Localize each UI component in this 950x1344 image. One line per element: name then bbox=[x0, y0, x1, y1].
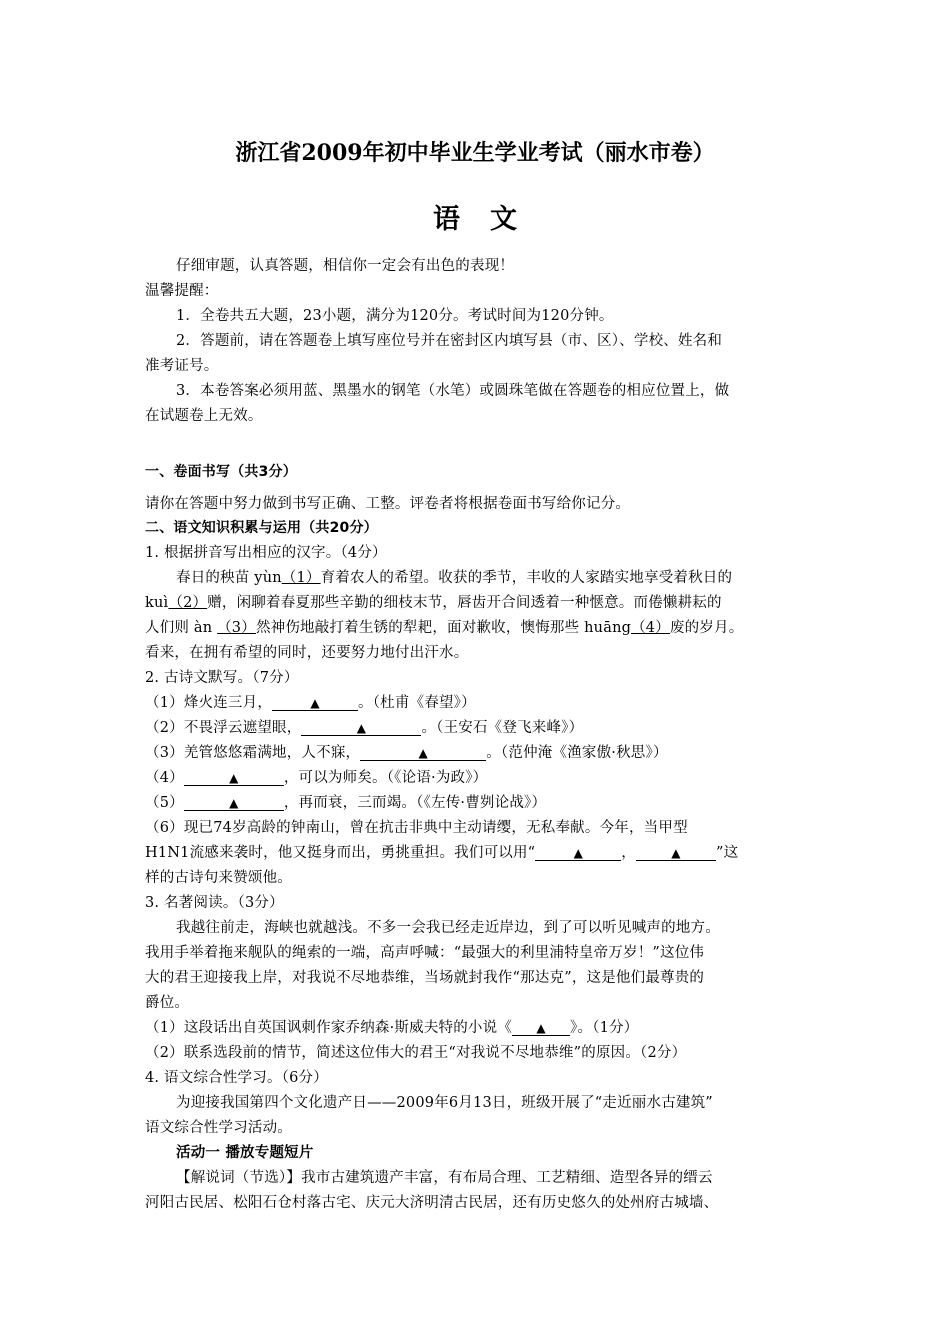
q1-blank-4: （4） bbox=[631, 620, 670, 636]
answer-blank[interactable] bbox=[184, 794, 284, 811]
part1-heading: 一、卷面书写（共3分） bbox=[145, 464, 297, 480]
q4-intro-2: 语文综合性学习活动。 bbox=[145, 1120, 292, 1136]
triangle-icon: ▲ bbox=[310, 696, 320, 710]
answer-blank[interactable] bbox=[184, 769, 284, 786]
part1-text: 请你在答题中努力做到书写正确、工整。评卷者将根据卷面书写给你记分。 bbox=[145, 496, 631, 512]
triangle-icon: ▲ bbox=[536, 1021, 546, 1035]
part2-heading: 二、语文知识积累与运用（共20分） bbox=[145, 520, 378, 536]
reminder-label: 温馨提醒： bbox=[145, 283, 219, 299]
note-2: 2．答题前，请在答题卷上填写座位号并在密封区内填写县（市、区）、学校、姓名和 bbox=[176, 333, 723, 349]
triangle-icon: ▲ bbox=[229, 771, 239, 785]
note-3: 3．本卷答案必须用蓝、黑墨水的钢笔（水笔）或圆珠笔做在答题卷的相应位置上，做 bbox=[176, 383, 730, 399]
q1-stem: 1. 根据拼音写出相应的汉字。（4分） bbox=[145, 545, 387, 561]
q2-item5: （5） ▲ ，再而衰，三而竭。（《左传·曹刿论战》） bbox=[145, 795, 547, 811]
intro-text: 仔细审题，认真答题，相信你一定会有出色的表现！ bbox=[176, 258, 515, 274]
q3-stem: 3. 名著阅读。（3分） bbox=[145, 895, 284, 911]
q3-sub2: （2）联系选段前的情节，简述这位伟大的君王“对我说不尽地恭维”的原因。（2分） bbox=[145, 1045, 687, 1061]
triangle-icon: ▲ bbox=[356, 721, 367, 735]
q1-line2: kuì（2）赠，闲聊着春夏那些辛勤的细枝末节，唇齿开合间透着一种惬意。而倦懒耕耘的 bbox=[145, 595, 722, 611]
exam-title: 浙江省2009年初中毕业生学业考试（丽水市卷） bbox=[235, 140, 715, 166]
subject-title: 语文 bbox=[433, 204, 547, 235]
answer-blank[interactable] bbox=[360, 744, 486, 761]
q2-item3: （3）羌管悠悠霜满地，人不寐， ▲ 。（范仲淹《渔家傲·秋思》） bbox=[145, 745, 668, 761]
note-2-cont: 准考证号。 bbox=[145, 358, 219, 374]
q1-line4: 看来，在拥有希望的同时，还要努力地付出汗水。 bbox=[145, 645, 469, 661]
triangle-icon: ▲ bbox=[418, 746, 428, 760]
answer-blank[interactable] bbox=[512, 1019, 570, 1036]
q3-passage-3: 大的君王迎接我上岸，对我说不尽地恭维，当场就封我作“那达克”，这是他们最尊贵的 bbox=[145, 970, 705, 986]
triangle-icon: ▲ bbox=[229, 796, 239, 810]
q2-item6-line3: 样的古诗句来赞颂他。 bbox=[145, 870, 292, 886]
note-3-cont: 在试题卷上无效。 bbox=[145, 408, 263, 424]
q2-item6-line2: H1N1流感来袭时，他又挺身而出，勇挑重担。我们可以用“ ▲ ， ▲ ”这 bbox=[145, 845, 739, 861]
answer-blank[interactable] bbox=[636, 844, 716, 861]
q1-line3: 人们则 àn （3）然神伤地敲打着生锈的犁耙，面对歉收，懊悔那些 huāng（4）废的岁月。 bbox=[145, 620, 744, 636]
q1-line1: 春日的秧苗 yùn（1）育着农人的希望。收获的季节，丰收的人家踏实地享受着秋日的 bbox=[176, 570, 733, 586]
triangle-icon: ▲ bbox=[671, 846, 681, 860]
answer-blank[interactable] bbox=[535, 844, 621, 861]
q4-intro-1: 为迎接我国第四个文化遗产日——2009年6月13日，班级开展了“走近丽水古建筑” bbox=[176, 1095, 713, 1111]
q3-sub1: （1）这段话出自英国讽刺作家乔纳森·斯威夫特的小说《 ▲ 》。（1分） bbox=[145, 1020, 639, 1036]
q2-item4: （4） ▲ ，可以为师矣。（《论语·为政》） bbox=[145, 770, 488, 786]
answer-blank[interactable] bbox=[301, 719, 421, 736]
q4-stem: 4. 语文综合性学习。（6分） bbox=[145, 1070, 328, 1086]
q3-passage-1: 我越往前走，海峡也就越浅。不多一会我已经走近岸边，到了可以听见喊声的地方。 bbox=[176, 920, 720, 936]
q4-narration-1: 【解说词（节选）】我市古建筑遗产丰富，有布局合理、工艺精细、造型各异的缙云 bbox=[176, 1170, 713, 1186]
q3-passage-2: 我用手举着拖来舰队的绳索的一端，高声呼喊：“最强大的利里浦特皇帝万岁！”这位伟 bbox=[145, 945, 705, 961]
q4-activity-heading: 活动一 播放专题短片 bbox=[176, 1144, 314, 1161]
q1-blank-3: （3） bbox=[217, 620, 256, 636]
q3-passage-4: 爵位。 bbox=[145, 995, 190, 1011]
q2-item1: （1）烽火连三月， ▲ 。（杜甫《春望》） bbox=[145, 695, 476, 711]
q1-blank-1: （1） bbox=[281, 570, 321, 586]
triangle-icon: ▲ bbox=[573, 846, 584, 860]
answer-blank[interactable] bbox=[272, 694, 358, 711]
q2-item6: （6）现已74岁高龄的钟南山，曾在抗击非典中主动请缨，无私奉献。今年，当甲型 bbox=[145, 820, 688, 836]
q2-stem: 2. 古诗文默写。（7分） bbox=[145, 670, 299, 686]
q2-item2: （2）不畏浮云遮望眼， ▲ 。（王安石《登飞来峰》） bbox=[145, 720, 584, 736]
note-1: 1．全卷共五大题，23小题，满分为120分。考试时间为120分钟。 bbox=[176, 308, 614, 324]
q1-blank-2: （2） bbox=[168, 595, 208, 611]
q4-narration-2: 河阳古民居、松阳石仓村落古宅、庆元大济明清古民居，还有历史悠久的处州府古城墙、 bbox=[145, 1195, 719, 1211]
